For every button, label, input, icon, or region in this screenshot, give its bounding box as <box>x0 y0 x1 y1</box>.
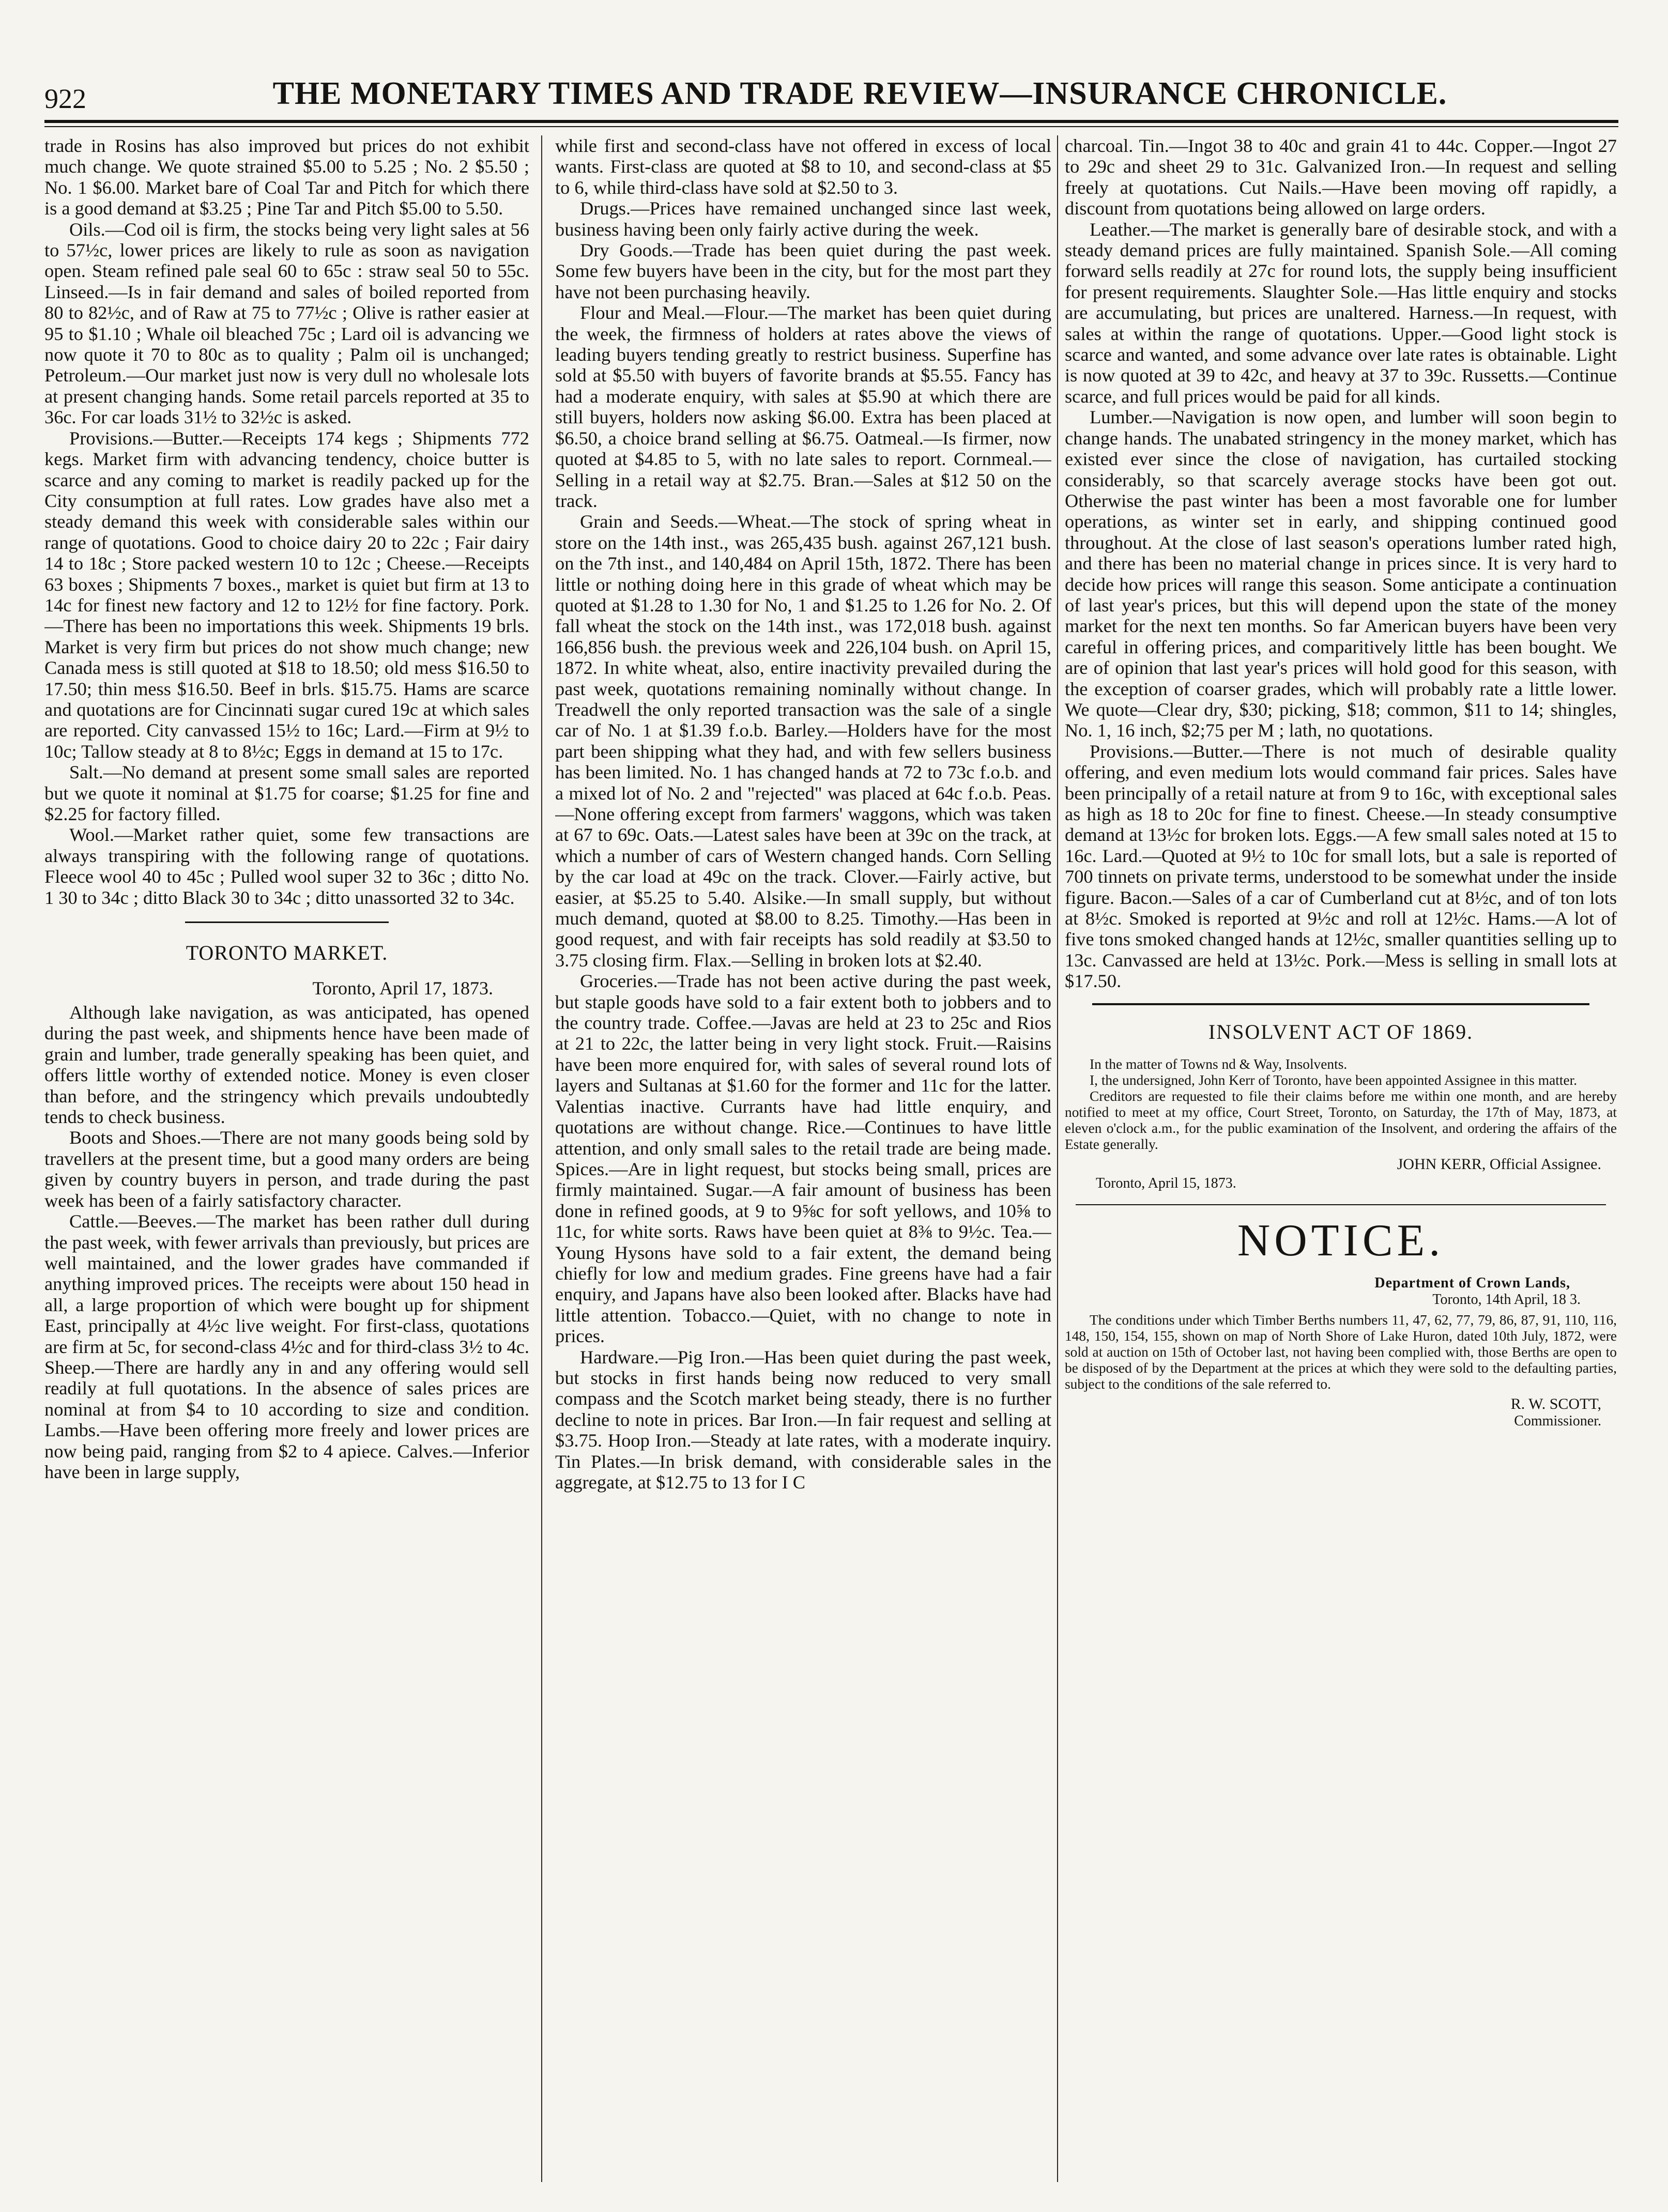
section-divider <box>185 921 389 923</box>
article-paragraph: Salt.—No demand at present some small sales are reported but we quote it nominal at $1.75 for coarse; $1.25 for fine and $2.25 for factory filled. <box>44 762 529 824</box>
running-head: THE MONETARY TIMES AND TRADE REVIEW—INSURANCE CHRONICLE. <box>272 76 1447 111</box>
section-title: TORONTO MARKET. <box>186 941 388 965</box>
notice-date: Toronto, 14th April, 18 3. <box>1432 1291 1581 1308</box>
article-paragraph: Provisions.—Butter.—There is not much of desirable quality offering, and even medium lots would command fair prices. Sales have been principally of a retail nature at from 9 to 16c, with exceptional sales as high as 18 to 20c for fine to finest. Cheese.—In steady consumptive demand at 13½c for broken lots. Eggs.—A few small sales noted at 15 to 16c. Lard.—Quoted at 9½ to 10c for small lots, but a sale is reported of 700 tinnets on private terms, understood to be somewhat under the inside figure. Bacon.—Sales of a car of Cumberland cut at 8½c, and of ton lots at 8½c. Smoked is reported at 9½c and roll at 12½c. Hams.—A lot of five tons smoked changed hands at 12½c, smaller quantities selling up to 13c. Canvassed are held at 13½c. Pork.—Mess is selling in small lots at $17.50. <box>1065 741 1617 992</box>
notice-signature: R. W. SCOTT, <box>1510 1395 1601 1412</box>
article-paragraph: Lumber.—Navigation is now open, and lumber will soon begin to change hands. The unabated stringency in the money market, which has existed ever since the close of navigation, has curtailed stocking considerably, so that scarcely average stocks have been got out. Otherwise the past winter has been a most favorable one for lumber operations, as winter set in early, and shipping continued good throughout. At the close of last season's operations lumber rated high, and there has been no material change in prices since. It is very hard to decide how prices will range this season. Some anticipate a continuation of last year's prices, but this will depend upon the state of the money market for the next ten months. So far American buyers have been very careful in offering prices, and comparitively little has been bought. We are of opinion that last year's prices will hold good for this season, with the exception of coarser grades, which will probably rate a little lower. We quote—Clear dry, $30; picking, $18; common, $11 to 14; shingles, No. 1, 16 inch, $2;75 per M ; lath, no quotations. <box>1065 407 1617 741</box>
crown-lands-notice <box>1065 1215 1617 1430</box>
column-divider <box>1057 135 1058 2182</box>
insolvent-notice <box>1065 1020 1617 1192</box>
notice-department: Department of Crown Lands, <box>1374 1274 1570 1291</box>
article-paragraph: Groceries.—Trade has not been active during the past week, but staple goods have sold to a fair extent both to jobbers and to the country trade. Coffee.—Javas are held at 23 to 25c and Rios at 21 to 22c, the latter being in very light stock. Fruit.—Raisins have been more enquired for, with sales of several round lots of layers and Sultanas at $1.60 for the former and 11c for the latter. Valentias inactive. Currants have had little enquiry, and quotations are without change. Rice.—Continues to have little attention, and only small sales to the retail trade are being made. Spices.—Are in light request, but stocks being small, prices are firmly maintained. Sugar.—A fair amount of business has been done in refined goods, at 9 to 9⅝c for soft yellows, and 10⅝ to 11c, for white sorts. Raws have been quiet at 8⅜ to 9½c. Tea.—Young Hysons have sold to a fair extent, the demand being chiefly for low and medium grades. Fine greens have had a fair enquiry, and Japans have also been looked after. Blacks have had little attention. Tobacco.—Quiet, with no change to note in prices. <box>555 971 1051 1347</box>
article-paragraph: Leather.—The market is generally bare of desirable stock, and with a steady demand prices are fully maintained. Spanish Sole.—All coming forward sells readily at 27c for round lots, the supply being insufficient for present requirements. Slaughter Sole.—Has little enquiry and stocks are accumulating, but prices are unaltered. Harness.—In request, with sales at within the range of quotations. Upper.—Good light stock is scarce and wanted, and some advance over late rates is obtainable. Light is now quoted at 39 to 42c, and heavy at 37 to 39c. Russetts.—Continue scarce, and full prices would be paid for all kinds. <box>1065 219 1617 407</box>
column-3 <box>1065 135 1617 2192</box>
article-paragraph: Wool.—Market rather quiet, some few transactions are always transpiring with the following range of quotations. Fleece wool 40 to 45c ; Pulled wool super 32 to 36c ; ditto No. 1 30 to 34c ; ditto Black 30 to 34c ; ditto unassorted 32 to 34c. <box>44 824 529 908</box>
insolvent-title: INSOLVENT ACT OF 1869. <box>1208 1020 1474 1043</box>
article-paragraph: Dry Goods.—Trade has been quiet during the past week. Some few buyers have been in the city, but for the most part they have not been purchasing heavily. <box>555 240 1051 302</box>
notice-matter: In the matter of Towns nd & Way, Insolvents. <box>1090 1056 1348 1072</box>
column-2 <box>555 135 1051 2192</box>
article-paragraph: Flour and Meal.—Flour.—The market has been quiet during the week, the firmness of holders at rates above the views of leading buyers tending greatly to restrict business. Superfine has sold at $5.50 with buyers of favorite brands at $5.55. Fancy has had a moderate enquiry, with sales at $5.90 at which there are still buyers, holders now asking $6.00. Extra has been placed at $6.50, a choice brand selling at $6.75. Oatmeal.—Is firmer, now quoted at $4.85 to 5, with no late sales to report. Cornmeal.—Selling in a retail way at $2.75. Bran.—Sales at $12 50 on the track. <box>555 302 1051 511</box>
article-paragraph: Although lake navigation, as was anticipated, has opened during the past week, and shipments hence have been made of grain and lumber, trade generally speaking has been quiet, and offers little worthy of extended notice. Money is even closer than before, and the stringency which prevails undoubtedly tends to check business. <box>44 1002 529 1128</box>
notice-paragraph: Creditors are requested to file their claims before me within one month, and are hereby notified to meet at my office, Court Street, Toronto, on Saturday, the 17th of May, 1873, at eleven o'clock a.m., for the public examination of the Insolvent, and ordering the affairs of the Estate generally. <box>1065 1088 1617 1152</box>
notice-paragraph: The conditions under which Timber Berths numbers 11, 47, 62, 77, 79, 86, 87, 91, 110, 116, 148, 150, 154, 155, shown on map of North Shore of Lake Huron, dated 10th July, 1872, were sold at auction on 15th of October last, not having been complied with, those Berths are open to be disposed of by the Department at the prices at which they were sold to the defaulting parties, subject to the conditions of the sale referred to. <box>1065 1312 1617 1392</box>
article-paragraph: Oils.—Cod oil is firm, the stocks being very light sales at 56 to 57½c, lower prices are likely to rule as soon as navigation open. Steam refined pale seal 60 to 65c : straw seal 50 to 55c. Linseed.—Is in fair demand and sales of boiled reported from 80 to 82½c, and of Raw at 75 to 77½c ; Olive is rather easier at 95 to $1.10 ; Whale oil bleached 75c ; Lard oil is advancing we now quote it 70 to 80c as to quality ; Palm oil is unchanged; Petroleum.—Our market just now is very dull no wholesale lots at present changing hands. Some retail parcels reported at 35 to 36c. For car loads 31½ to 32½c is asked. <box>44 219 529 428</box>
article-paragraph: Cattle.—Beeves.—The market has been rather dull during the past week, with fewer arrivals than previously, but prices are well maintained, and the lower grades have commanded if anything improved prices. The receipts were about 150 head in all, a large proportion of which were bought up for shipment East, principally at 4½c live weight. For first-class, quotations are firm at 5c, for second-class 4½c and for third-class 3½ to 4c. Sheep.—There are hardly any in and any offering would sell readily at full quotations. In the absence of sales prices are nominal at from $4 to 10 according to size and condition. Lambs.—Have been offering more freely and lower prices are now being paid, ranging from $2 to 4 apiece. Calves.—Inferior have been in large supply, <box>44 1211 529 1482</box>
column-1 <box>44 135 529 2192</box>
article-paragraph: Drugs.—Prices have remained unchanged since last week, business having been only fairly active during the week. <box>555 198 1051 240</box>
article-paragraph: Grain and Seeds.—Wheat.—The stock of spring wheat in store on the 14th inst., was 265,435 bush. against 267,121 bush. on the 7th inst., and 140,484 on April 15th, 1872. There has been little or nothing doing here in this grade of wheat which may be quoted at $1.28 to 1.30 for No, 1 and $1.25 to 1.26 for No. 2. Of fall wheat the stock on the 14th inst., was 172,018 bush. against 166,856 bush. the previous week and 226,104 bush. on April 15, 1872. In white wheat, also, entire inactivity prevailed during the past week, quotations remaining nominally without change. In Treadwell the only reported transaction was the sale of a single car of No. 1 at $1.39 f.o.b. Barley.—Holders have for the most part been shipping what they had, and with few sellers business has been limited. No. 1 has changed hands at 72 to 73c f.o.b. and a mixed lot of No. 2 and "rejected" was placed at 64c f.o.b. Peas.—None offering except from farmers' waggons, which was taken at 67 to 69c. Oats.—Latest sales have been at 39c on the track, at which a number of cars of Western changed hands. Corn Selling by the car load at 49c on the track. Clover.—Fairly active, but easier, at $5.25 to 5.40. Alsike.—In small supply, but without much demand, quoted at $8.00 to 8.25. Timothy.—Has been in good request, and with fair receipts has sold readily at $3.50 to 3.75 closing firm. Flax.—Selling in broken lots at $2.40. <box>555 511 1051 971</box>
header-rule-thin <box>44 126 1618 127</box>
notice-title: NOTICE. <box>1237 1215 1445 1266</box>
article-paragraph: charcoal. Tin.—Ingot 38 to 40c and grain 41 to 44c. Copper.—Ingot 27 to 29c and sheet 29 to 31c. Galvanized Iron.—In request and selling freely at quotations. Cut Nails.—Have been moving off rapidly, a discount from quotations being allowed on large orders. <box>1065 135 1617 219</box>
article-paragraph: Hardware.—Pig Iron.—Has been quiet during the past week, but stocks in first hands being now reduced to very small compass and the Scotch market being steady, there is no further decline to note in prices. Bar Iron.—In fair request and selling at $3.75. Hoop Iron.—Steady at late rates, with a moderate inquiry. Tin Plates.—In brisk demand, with considerable sales in the aggregate, at $12.75 to 13 for I C <box>555 1346 1051 1493</box>
notice-signature: JOHN KERR, Official Assignee. <box>1397 1155 1601 1173</box>
article-paragraph: Boots and Shoes.—There are not many goods being sold by travellers at the present time, but a good many orders are being given by country buyers in person, and trade during the past week has been of a fairly satisfactory character. <box>44 1127 529 1211</box>
column-divider <box>541 135 542 2182</box>
notice-paragraph: I, the undersigned, John Kerr of Toronto, have been appointed Assignee in this matter. <box>1090 1072 1578 1088</box>
header-rule <box>44 120 1618 123</box>
section-divider <box>1092 1003 1589 1005</box>
article-paragraph: while first and second-class have not offered in excess of local wants. First-class are quoted at $8 to 10, and second-class at $5 to 6, while third-class have sold at $2.50 to 3. <box>555 135 1051 198</box>
article-paragraph: trade in Rosins has also improved but prices do not exhibit much change. We quote strained $5.00 to 5.25 ; No. 2 $5.50 ; No. 1 $6.00. Market bare of Coal Tar and Pitch for which there is a good demand at $3.25 ; Pine Tar and Pitch $5.00 to 5.50. <box>44 135 529 219</box>
notice-signature-role: Commissioner. <box>1514 1412 1601 1429</box>
notice-place-date: Toronto, April 15, 1873. <box>1096 1175 1236 1191</box>
page-number: 922 <box>44 83 86 114</box>
notice-divider <box>1076 1204 1605 1205</box>
article-paragraph: Provisions.—Butter.—Receipts 174 kegs ; Shipments 772 kegs. Market firm with advancing tendency, choice butter is scarce and any coming to market is readily packed up for the City consumption at full rates. Low grades have also met a steady demand this week with considerable sales within our range of quotations. Good to choice dairy 20 to 22c ; Fair dairy 14 to 18c ; Store packed western 10 to 12c ; Cheese.—Receipts 63 boxes ; Shipments 7 boxes., market is quiet but firm at 13 to 14c for finest new factory and 12 to 12½ for fine factory. Pork.—There has been no importations this week. Shipments 19 brls. Market is very firm but prices do not show much change; new Canada mess is still quoted at $18 to 18.50; old mess $16.50 to 17.50; thin mess $16.50. Beef in brls. $15.75. Hams are scarce and quotations are for Cincinnati sugar cured 19c at which sales are reported. City canvassed 15½ to 16c; Lard.—Firm at 9½ to 10c; Tallow steady at 8 to 8½c; Eggs in demand at 15 to 17c. <box>44 427 529 762</box>
dateline: Toronto, April 17, 1873. <box>312 978 493 999</box>
